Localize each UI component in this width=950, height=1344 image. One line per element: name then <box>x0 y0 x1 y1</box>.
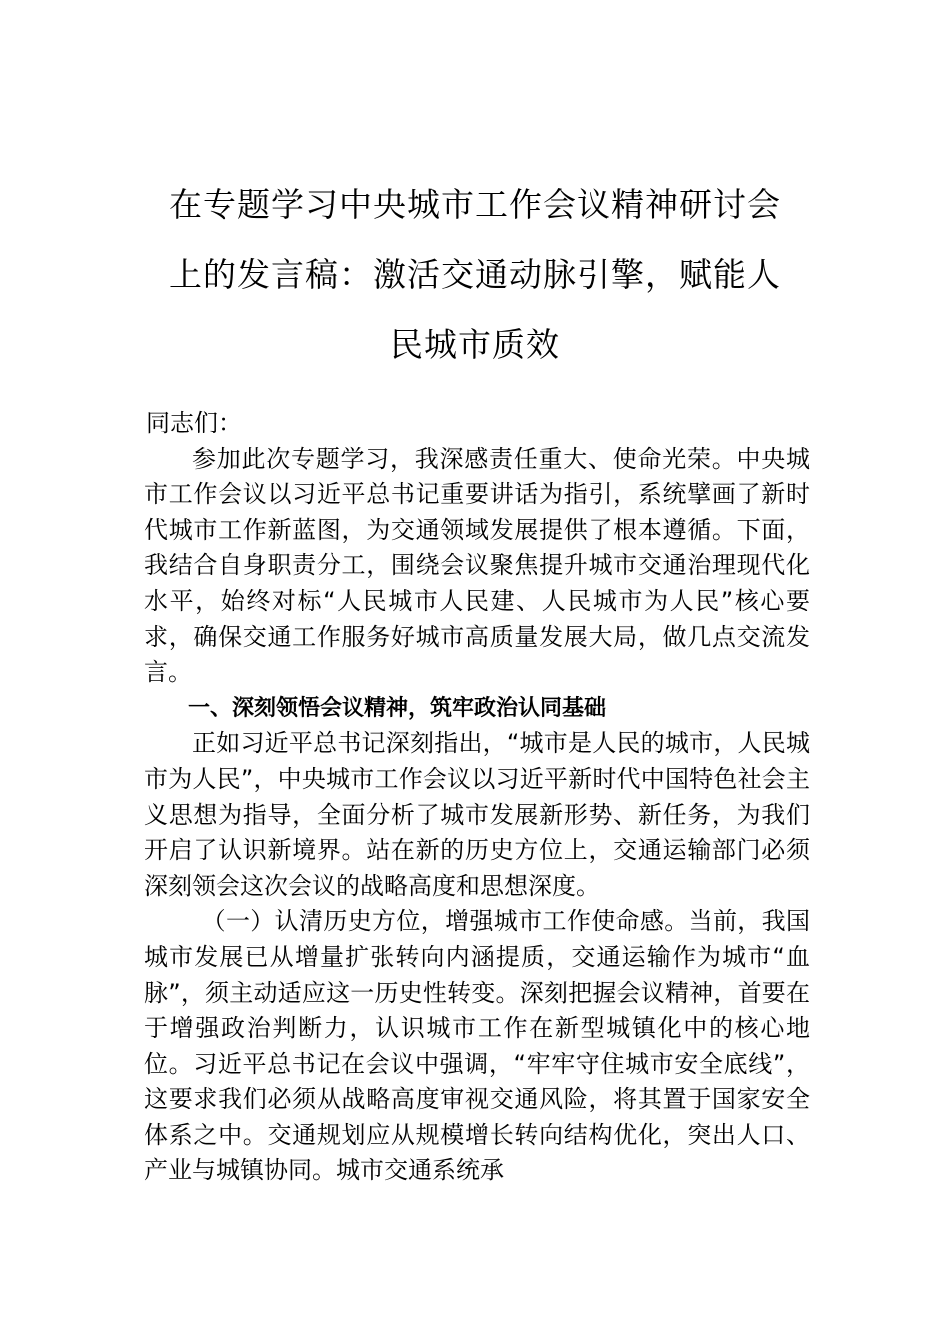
document-body <box>144 406 810 1189</box>
title-line-1: 在专题学习中央城市工作会议精神研讨会 <box>169 185 781 224</box>
title-line-3: 民城市质效 <box>390 325 560 364</box>
salutation: 同志们： <box>146 409 242 437</box>
paragraph-section-1: 正如习近平总书记深刻指出，“城市是人民的城市，人民城市为人民”，中央城市工作会议以习近平新时代中国特色社会主义思想为指导，全面分析了城市发展新形势、新任务，为我们开启了认识新境界。站在新的历史方位上，交通运输部门必须深刻领会这次会议的战略高度和思想深度。 <box>144 729 810 900</box>
section-heading-1: 一、深刻领悟会议精神，筑牢政治认同基础 <box>188 695 607 721</box>
paragraph-subsection-1: （一）认清历史方位，增强城市工作使命感。当前，我国城市发展已从增量扩张转向内涵提质，交通运输作为城市“血脉”，须主动适应这一历史性转变。深刻把握会议精神，首要在于增强政治判断力，认识城市工作在新型城镇化中的核心地位。习近平总书记在会议中强调，“牢牢守住城市安全底线”，这要求我们必须从战略高度审视交通风险，将其置于国家安全体系之中。交通规划应从规模增长转向结构优化，突出人口、产业与城镇协同。城市交通系统承 <box>144 907 810 1185</box>
title-line-2: 上的发言稿：激活交通动脉引擎，赋能人 <box>169 255 781 294</box>
document-title <box>150 170 800 380</box>
paragraph-intro: 参加此次专题学习，我深感责任重大、使命光荣。中央城市工作会议以习近平总书记重要讲话为指引，系统擘画了新时代城市工作新蓝图，为交通领域发展提供了根本遵循。下面，我结合自身职责分工，围绕会议聚焦提升城市交通治理现代化水平，始终对标“人民城市人民建、人民城市为人民”核心要求，确保交通工作服务好城市高质量发展大局，做几点交流发言。 <box>144 444 810 687</box>
